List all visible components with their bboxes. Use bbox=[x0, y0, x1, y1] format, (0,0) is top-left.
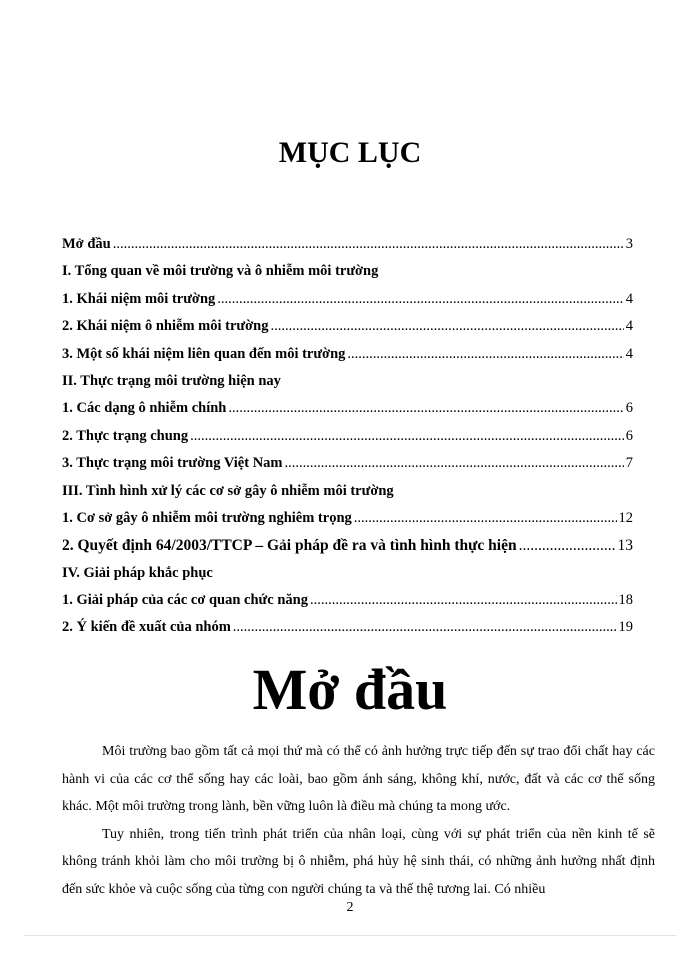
toc-leader-dots bbox=[190, 428, 624, 445]
toc-entry-label: 2. Ý kiến đề xuất của nhóm bbox=[62, 619, 231, 636]
toc-section-heading bbox=[62, 263, 633, 290]
toc-entry bbox=[62, 592, 633, 619]
section-heading: Mở đầu bbox=[252, 657, 448, 722]
toc-entry bbox=[62, 291, 633, 318]
toc-entry-label: II. Thực trạng môi trường hiện nay bbox=[62, 372, 281, 389]
toc-entry-page: 3 bbox=[625, 236, 633, 252]
toc-leader-dots bbox=[347, 346, 623, 363]
toc-entry bbox=[62, 318, 633, 345]
toc-leader-dots bbox=[233, 619, 617, 636]
page-edge bbox=[24, 935, 676, 936]
paragraph-2: Tuy nhiên, trong tiến trình phát triển của nhân loại, cùng với sự phát triển của nền kinh tế sẽ không tránh khỏi làm cho môi trường bị ô nhiễm, phá hủy hệ sinh thái, có những ảnh hưởng nhất định đến sức khỏe và cuộc sống của từng con người chúng ta và thế thệ tương lai. Có nhiều bbox=[62, 826, 655, 897]
toc-entry-label: 1. Giải pháp của các cơ quan chức năng bbox=[62, 592, 308, 609]
toc-entry-page: 7 bbox=[625, 455, 633, 472]
toc-entry-label: 3. Thực trạng môi trường Việt Nam bbox=[62, 455, 283, 472]
toc-entry bbox=[62, 400, 633, 427]
toc-entry-label: I. Tổng quan về môi trường và ô nhiễm môi trường bbox=[62, 263, 379, 280]
toc-leader-dots bbox=[354, 510, 617, 527]
toc-entry-label: 1. Cơ sở gây ô nhiễm môi trường nghiêm trọng bbox=[62, 509, 352, 526]
toc-entry bbox=[62, 619, 633, 646]
toc-entry bbox=[62, 346, 633, 373]
toc-leader-dots bbox=[113, 236, 624, 253]
toc-entry-label: 1. Khái niệm môi trường bbox=[62, 290, 216, 307]
toc-leader-dots bbox=[310, 592, 617, 609]
toc-entry bbox=[62, 455, 633, 482]
toc-entry bbox=[62, 428, 633, 455]
toc-title: MỤC LỤC bbox=[278, 136, 422, 169]
toc-entry bbox=[62, 537, 633, 564]
toc-entry bbox=[62, 510, 633, 537]
page-number: 2 bbox=[346, 900, 354, 915]
toc-entry-page: 4 bbox=[625, 345, 633, 362]
toc-entry-label: IV. Giải pháp khắc phục bbox=[62, 564, 213, 581]
toc-entry-page: 6 bbox=[625, 427, 633, 444]
toc-leader-dots bbox=[228, 400, 623, 417]
toc-entry-page: 4 bbox=[625, 318, 633, 335]
toc-entry-label: Mở đầu bbox=[62, 236, 111, 252]
toc-entry-page: 12 bbox=[618, 509, 633, 526]
toc-section-heading bbox=[62, 373, 633, 400]
toc-entry bbox=[62, 236, 633, 263]
toc-entry-label: 2. Thực trạng chung bbox=[62, 427, 189, 444]
toc-section-heading bbox=[62, 565, 633, 592]
toc-leader-dots bbox=[285, 455, 624, 472]
toc-leader-dots bbox=[217, 291, 623, 308]
table-of-contents bbox=[62, 236, 633, 647]
toc-section-heading bbox=[62, 483, 633, 510]
toc-entry-page: 6 bbox=[625, 400, 633, 417]
toc-leader-dots bbox=[270, 318, 623, 335]
body-text bbox=[62, 738, 655, 903]
toc-entry-label: 2. Khái niệm ô nhiễm môi trường bbox=[62, 318, 269, 335]
toc-entry-label: 3. Một số khái niệm liên quan đến môi trường bbox=[62, 345, 346, 362]
paragraph-1: Môi trường bao gồm tất cả mọi thứ mà có thể có ảnh hưởng trực tiếp đến sự trao đổi chất hay các hành vi của các cơ thể sống hay các loài, bao gồm ánh sáng, không khí, nước, đất và các cơ thể sống khác. Một môi trường trong lành, bền vững luôn là điều mà chúng ta mong ước. bbox=[62, 744, 655, 814]
toc-entry-label: 2. Quyết định 64/2003/TTCP – Gải pháp đề ra và tình hình thực hiện bbox=[62, 537, 517, 555]
toc-leader-dots bbox=[519, 537, 616, 555]
toc-entry-page: 19 bbox=[618, 619, 633, 636]
toc-entry-page: 13 bbox=[617, 537, 633, 555]
toc-entry-label: III. Tình hình xử lý các cơ sở gây ô nhiễm môi trường bbox=[62, 482, 394, 499]
toc-entry-page: 18 bbox=[618, 592, 633, 609]
toc-entry-page: 4 bbox=[625, 290, 633, 307]
toc-entry-label: 1. Các dạng ô nhiễm chính bbox=[62, 400, 227, 417]
